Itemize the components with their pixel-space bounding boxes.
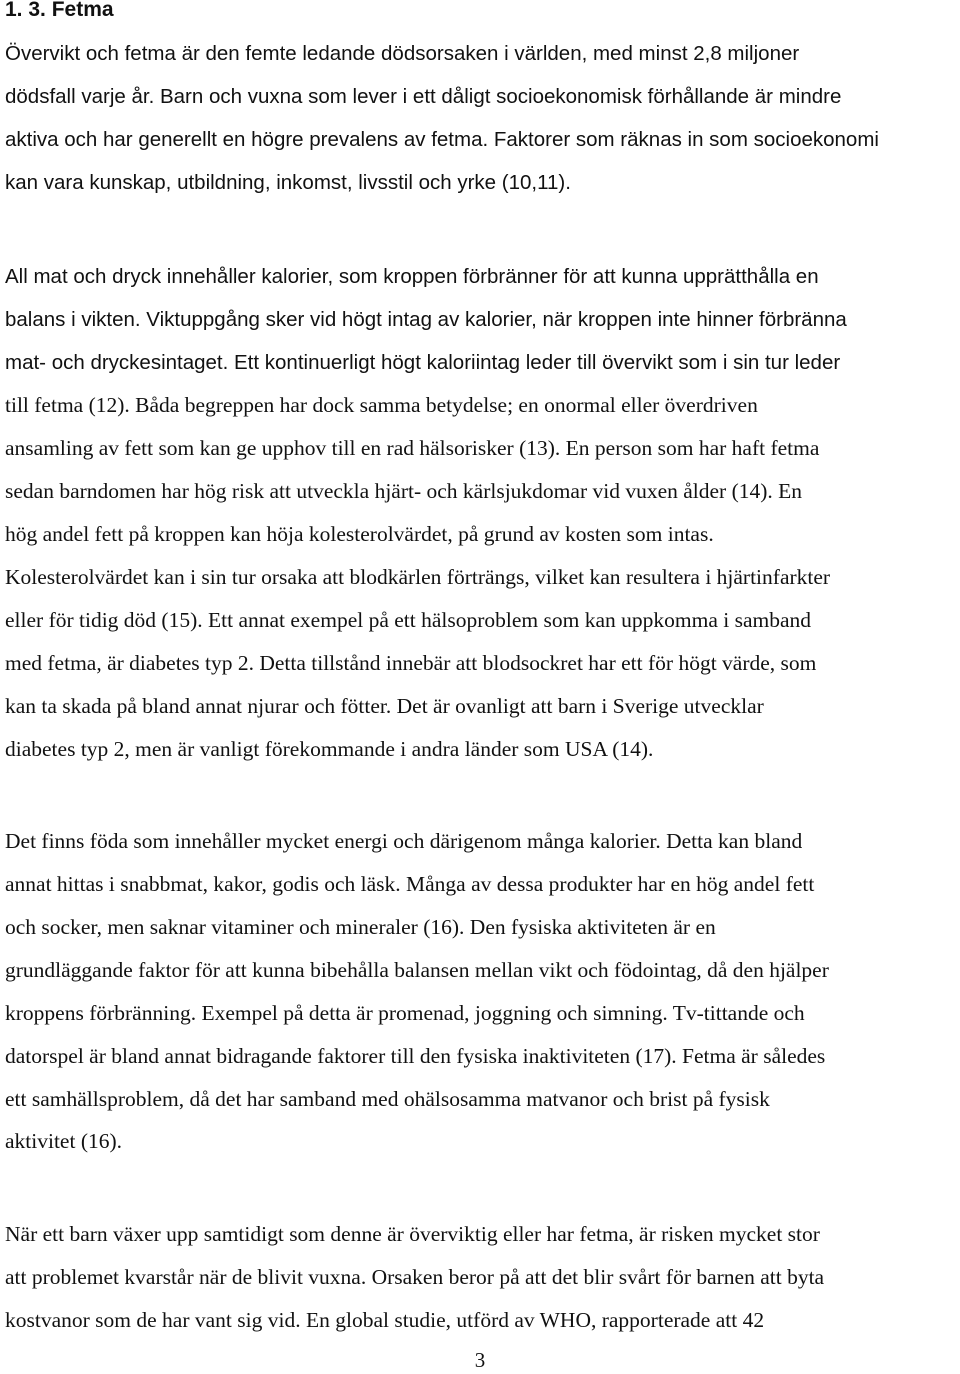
text-line: till fetma (12). Båda begreppen har dock samma betydelse; en onormal eller överdriven: [5, 393, 758, 417]
text-line: Kolesterolvärdet kan i sin tur orsaka att blodkärlen förträngs, vilket kan resultera i hjärtinfarkter: [5, 565, 831, 589]
text-line: annat hittas i snabbmat, kakor, godis och läsk. Många av dessa produkter har en hög andel fett: [5, 872, 815, 896]
text-line: att problemet kvarstår när de blivit vuxna. Orsaken beror på att det blir svårt för barnen att byta: [5, 1265, 825, 1289]
text-line: kan vara kunskap, utbildning, inkomst, livsstil och yrke (10,11).: [5, 171, 571, 194]
text-line: kan ta skada på bland annat njurar och fötter. Det är ovanligt att barn i Sverige utvecklar: [5, 694, 764, 718]
text-line: Det finns föda som innehåller mycket energi och därigenom många kalorier. Detta kan bland: [5, 829, 803, 853]
text-line: mat- och dryckesintaget. Ett kontinuerligt högt kaloriintag leder till övervikt som i sin tur leder: [5, 351, 841, 374]
page-number: 3: [474, 1348, 486, 1372]
text-line: hög andel fett på kroppen kan höja kolesterolvärdet, på grund av kosten som intas.: [5, 522, 714, 546]
text-line: All mat och dryck innehåller kalorier, som kroppen förbränner för att kunna upprätthålla en: [5, 265, 819, 288]
text-line: balans i vikten. Viktuppgång sker vid högt intag av kalorier, när kroppen inte hinner förbränna: [5, 308, 847, 331]
section-heading: 1. 3. Fetma: [5, 0, 114, 21]
text-line: och socker, men saknar vitaminer och mineraler (16). Den fysiska aktiviteten är en: [5, 915, 716, 939]
text-line: eller för tidig död (15). Ett annat exempel på ett hälsoproblem som kan uppkomma i samband: [5, 608, 812, 632]
text-line: aktivitet (16).: [5, 1129, 123, 1153]
text-line: Övervikt och fetma är den femte ledande dödsorsaken i världen, med minst 2,8 miljoner: [5, 42, 800, 65]
text-line: datorspel är bland annat bidragande faktorer till den fysiska inaktiviteten (17). Fetma är således: [5, 1044, 826, 1068]
text-line: aktiva och har generellt en högre prevalens av fetma. Faktorer som räknas in som socioekonomi: [5, 128, 879, 151]
text-line: kroppens förbränning. Exempel på detta är promenad, joggning och simning. Tv-tittande och: [5, 1001, 805, 1025]
text-line: med fetma, är diabetes typ 2. Detta tillstånd innebär att blodsockret har ett för högt värde, som: [5, 651, 817, 675]
text-line: grundläggande faktor för att kunna bibehålla balansen mellan vikt och födointag, då den hjälper: [5, 958, 829, 982]
text-line: ansamling av fett som kan ge upphov till en rad hälsorisker (13). En person som har haft fetma: [5, 436, 820, 460]
text-line: ett samhällsproblem, då det har samband med ohälsosamma matvanor och brist på fysisk: [5, 1087, 770, 1111]
text-line: dödsfall varje år. Barn och vuxna som lever i ett dåligt socioekonomisk förhållande är mindre: [5, 85, 842, 108]
text-line: När ett barn växer upp samtidigt som denne är överviktig eller har fetma, är risken mycket stor: [5, 1222, 820, 1246]
text-line: sedan barndomen har hög risk att utveckla hjärt- och kärlsjukdomar vid vuxen ålder (14). En: [5, 479, 803, 503]
text-line: diabetes typ 2, men är vanligt förekommande i andra länder som USA (14).: [5, 737, 654, 761]
text-line: kostvanor som de har vant sig vid. En global studie, utförd av WHO, rapporterade att 42: [5, 1308, 765, 1332]
